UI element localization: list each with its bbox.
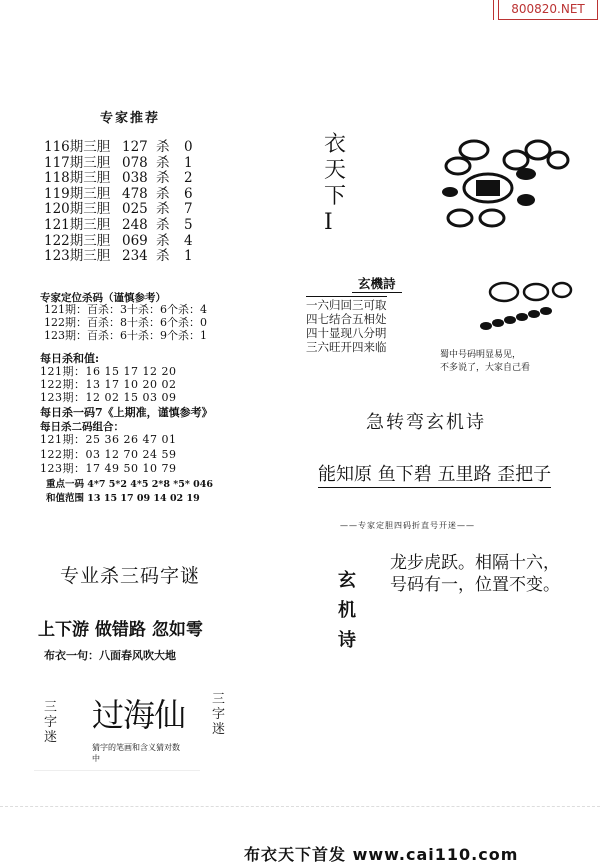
riddle-phrases: 能知原 鱼下碧 五里路 歪把子 xyxy=(318,460,551,488)
key-code-row: 重点一码 4*7 5*2 4*5 2*8 *5* 046 xyxy=(46,479,213,490)
divider-caption: ——专家定胆四码折直号开迷—— xyxy=(340,521,475,530)
riddle-hint: 布衣一句：八面春风吹大地 xyxy=(44,649,176,662)
prediction-row: 120期三胆 025 杀 7 xyxy=(44,201,193,218)
poem2-vertical-title: 玄机诗 xyxy=(338,570,356,651)
note-right: 蜀中号码明显易见， 不多说了，大家自己看 xyxy=(440,350,531,373)
daily-sum-row: 121期：16 15 17 12 20 xyxy=(40,365,177,378)
sum-range-row: 和值范围 13 15 17 09 14 02 19 xyxy=(46,493,200,504)
riddle-vertical-right: 三字迷 xyxy=(212,692,226,737)
two-code-title: 每日杀二码组合： xyxy=(40,421,124,433)
two-code-row: 122期：03 12 70 24 59 xyxy=(40,447,177,461)
poem-lines xyxy=(306,296,387,354)
prediction-row: 123期三胆 234 杀 1 xyxy=(44,248,193,265)
two-code-row: 123期：17 49 50 10 79 xyxy=(40,462,177,475)
two-code-row: 121期：25 36 26 47 01 xyxy=(40,433,177,446)
positional-row: 122期：百杀：8十杀：6个杀：0 xyxy=(44,316,207,329)
site-tag[interactable]: 800820.NET xyxy=(498,0,598,20)
riddle-line: 上下游 做错路 忽如雩 xyxy=(38,620,203,640)
daily-sum-title: 每日杀和值: xyxy=(40,352,100,365)
riddle-title: 专业杀三码字谜 xyxy=(60,565,201,587)
poem2-line: 号码有一，位置不变。 xyxy=(390,575,560,595)
one-code-line: 每日杀一码7《上期准，谨慎参考》 xyxy=(40,406,213,419)
riddle-poem-title: 急转弯玄机诗 xyxy=(366,412,486,433)
prediction-row: 116期三胆 127 杀 0 xyxy=(44,139,193,155)
brand-vertical-title: 衣天下I xyxy=(324,132,347,235)
prediction-row: 121期三胆 248 杀 5 xyxy=(44,216,193,233)
prediction-row: 122期三胆 069 杀 4 xyxy=(44,232,193,249)
prediction-row: 118期三胆 038 杀 2 xyxy=(44,170,193,187)
daily-sum-list xyxy=(40,365,176,404)
riddle-answer: 过海仙 xyxy=(92,696,186,734)
prediction-list xyxy=(44,140,193,265)
positional-row: 123期：百杀：6十杀：9个杀：1 xyxy=(44,329,207,342)
poem-line: 三六旺开四来临 xyxy=(306,340,387,354)
positional-row: 121期：百杀：3十杀：6个杀：4 xyxy=(44,303,207,316)
prediction-row: 117期三胆 078 杀 1 xyxy=(44,154,193,171)
positional-list xyxy=(44,303,207,342)
footer-link[interactable]: 布衣天下首发 www.cai110.com xyxy=(244,845,519,864)
positional-title: 专家定位杀码（谨慎参考） xyxy=(40,292,166,304)
poem-title: 玄機詩 xyxy=(352,274,402,293)
daily-sum-row: 122期：13 17 10 20 02 xyxy=(40,378,177,391)
poem-line: 一六归回三可取 xyxy=(306,298,387,312)
divider xyxy=(0,806,600,807)
two-code-list xyxy=(40,433,176,477)
riddle-note: 猜字的笔画和含义猜对数中 xyxy=(92,743,180,763)
coin-art-icon xyxy=(430,126,580,236)
poem-line: 四七结合五相处 xyxy=(306,312,387,326)
poem2-lines xyxy=(390,552,560,596)
expert-title: 专家推荐 xyxy=(100,111,161,126)
poem2-line: 龙步虎跃。相隔十六， xyxy=(390,553,560,573)
daily-sum-row: 123期：12 02 15 03 09 xyxy=(40,391,177,404)
poem-line: 四十显现八分明 xyxy=(306,326,387,340)
prediction-row: 119期三胆 478 杀 6 xyxy=(44,185,193,202)
riddle-vertical-left: 三字迷 xyxy=(44,700,58,745)
coin-chain-icon xyxy=(476,276,576,338)
